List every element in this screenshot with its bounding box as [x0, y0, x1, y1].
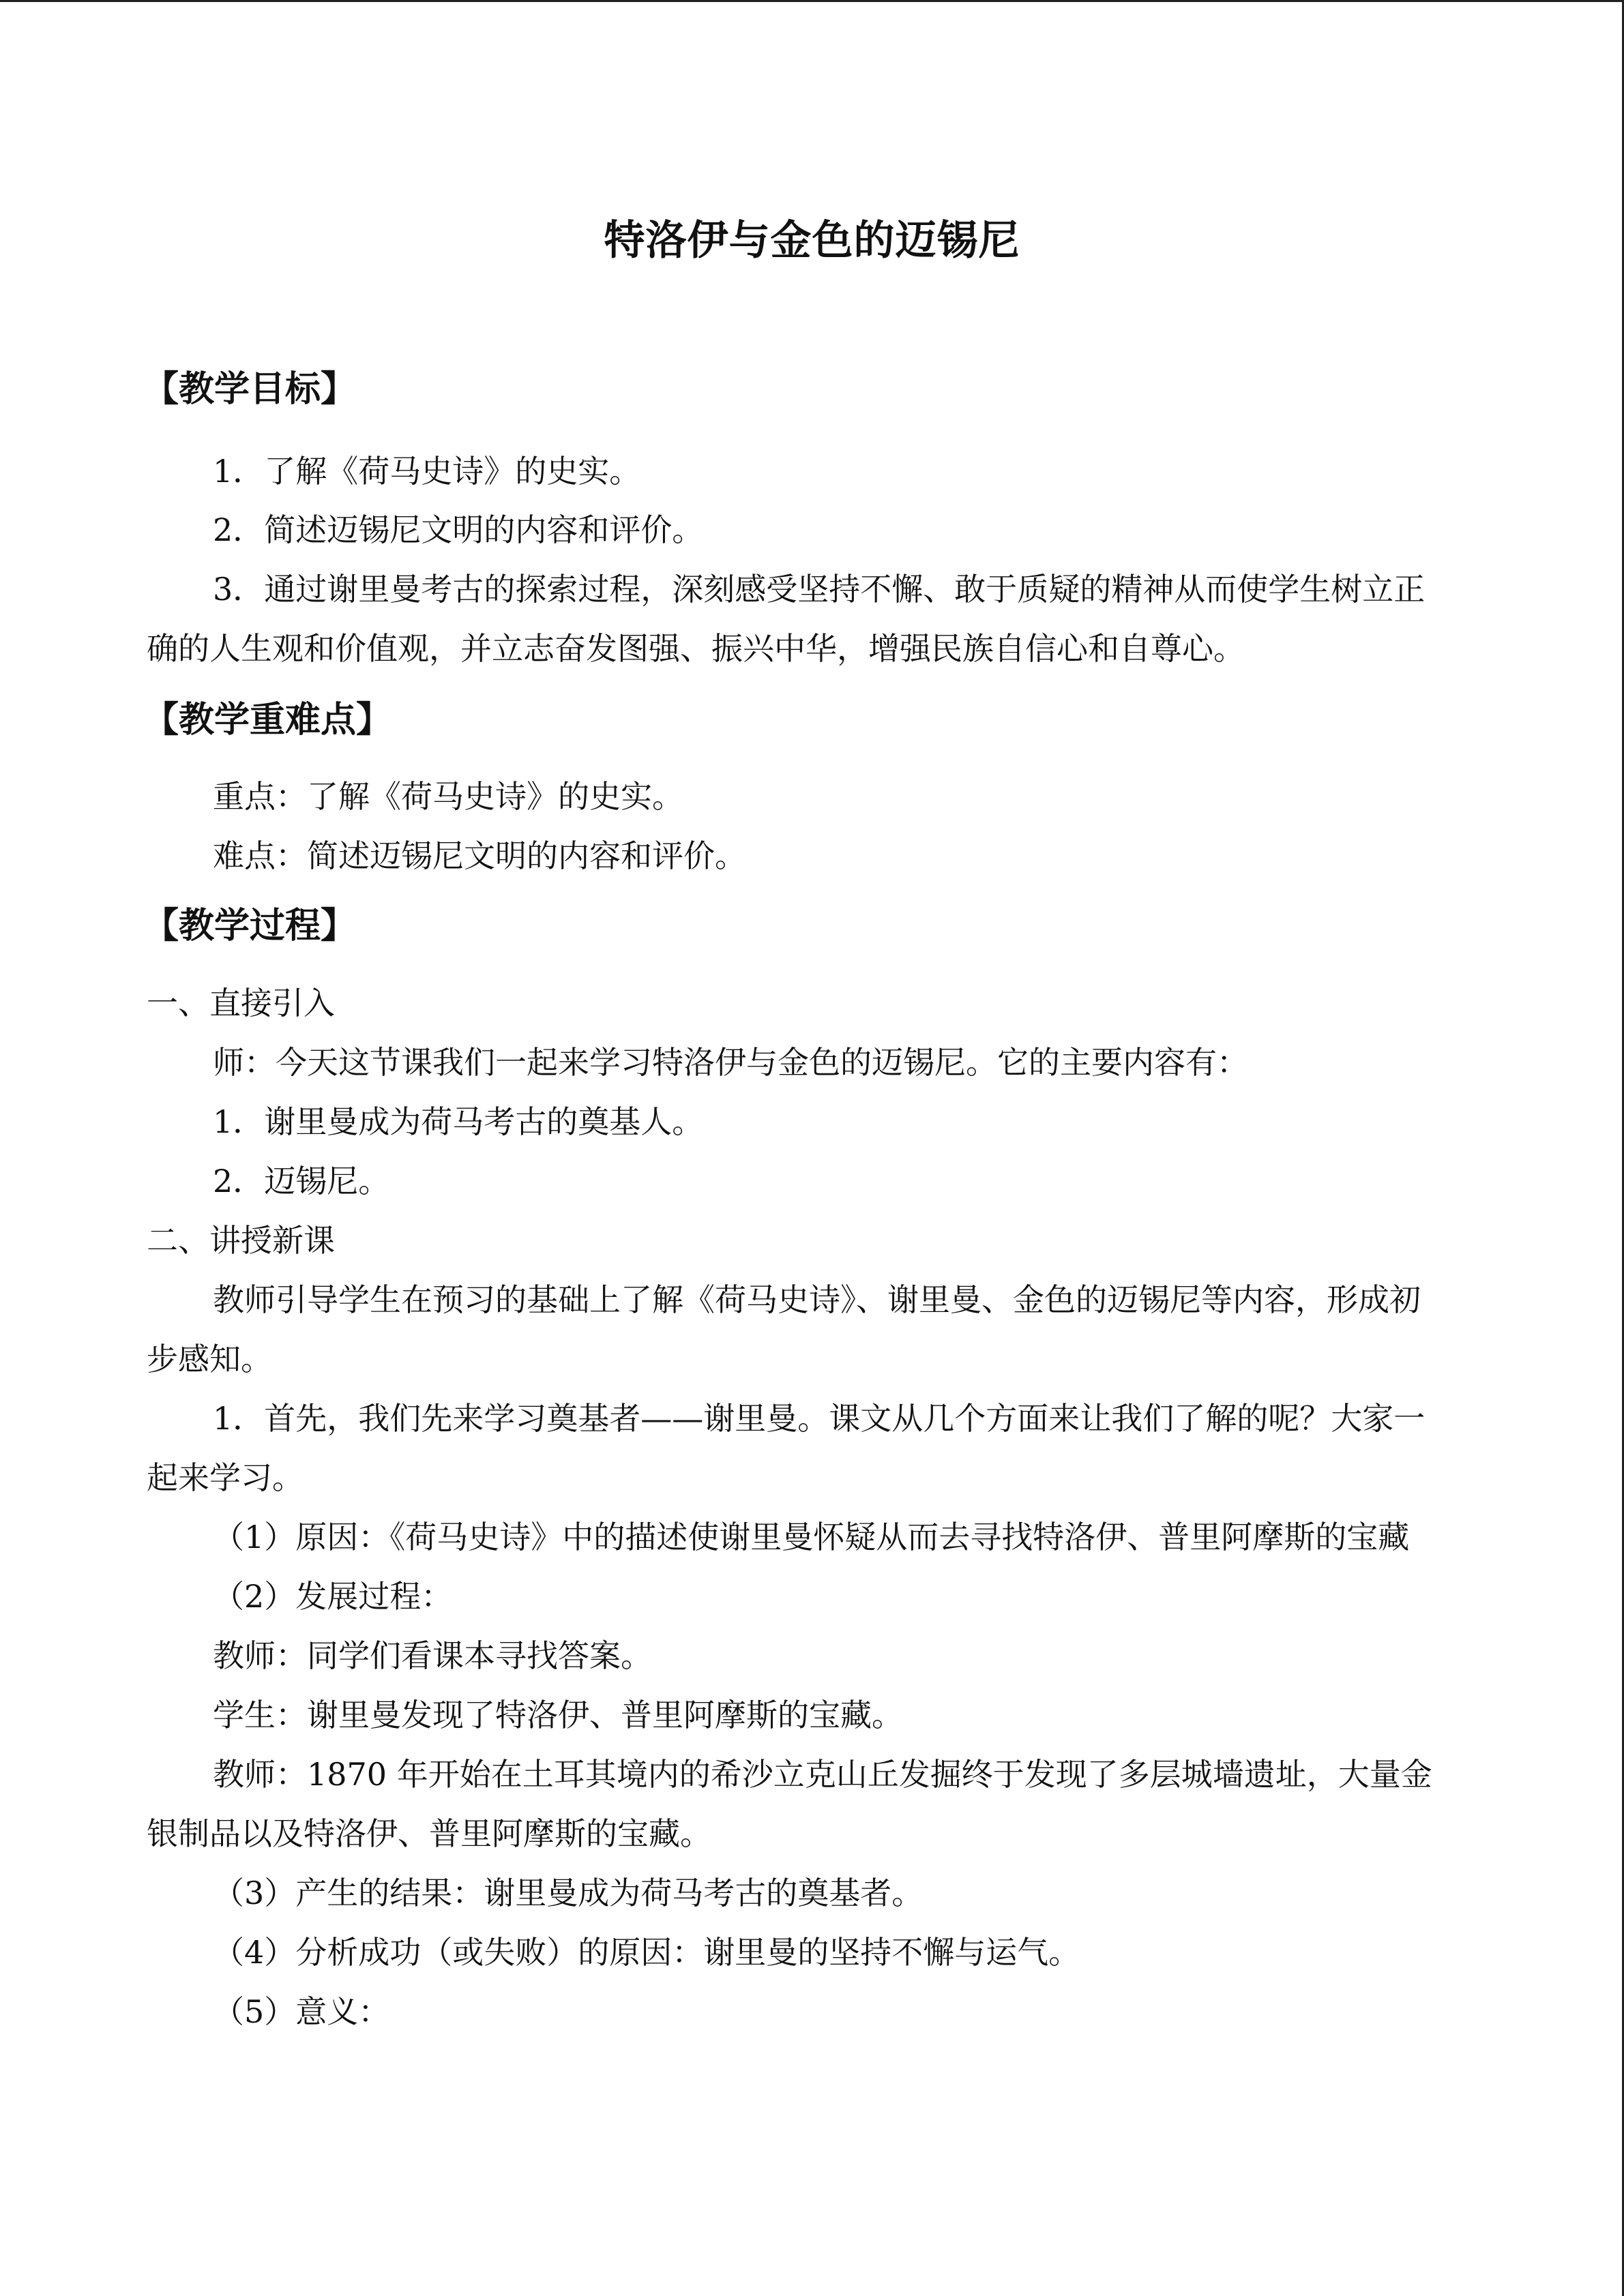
process-line-1: 一、直接引入	[147, 985, 335, 1022]
heading-teaching-goals: 【教学目标】	[143, 368, 357, 410]
heading-key-points: 【教学重难点】	[143, 699, 392, 741]
process-line-5: 二、讲授新课	[147, 1222, 335, 1259]
process-line-7: 步感知。	[147, 1341, 272, 1377]
goal-item-3-cont: 确的人生观和价值观，并立志奋发图强、振兴中华，增强民族自信心和自尊心。	[147, 630, 1245, 667]
goal-item-3: 3．通过谢里曼考古的探索过程，深刻感受坚持不懈、敢于质疑的精神从而使学生树立正	[213, 571, 1426, 608]
process-line-18: （5）意义：	[213, 1993, 390, 2030]
process-line-3: 1．谢里曼成为荷马考古的奠基人。	[213, 1103, 704, 1140]
process-line-9: 起来学习。	[147, 1459, 304, 1496]
goal-item-1: 1．了解《荷马史诗》的史实。	[213, 453, 641, 490]
process-line-10: （1）原因：《荷马史诗》中的描述使谢里曼怀疑从而去寻找特洛伊、普里阿摩斯的宝藏	[213, 1519, 1410, 1555]
process-line-15: 银制品以及特洛伊、普里阿摩斯的宝藏。	[147, 1815, 711, 1852]
goal-item-2: 2．简述迈锡尼文明的内容和评价。	[213, 511, 704, 548]
process-line-16: （3）产生的结果：谢里曼成为荷马考古的奠基者。	[213, 1875, 924, 1911]
key-point: 重点：了解《荷马史诗》的史实。	[213, 778, 683, 815]
process-line-13: 学生：谢里曼发现了特洛伊、普里阿摩斯的宝藏。	[213, 1697, 903, 1733]
page-border-top	[0, 0, 1624, 2]
process-line-8: 1．首先，我们先来学习奠基者——谢里曼。课文从几个方面来让我们了解的呢？大家一	[213, 1400, 1426, 1437]
heading-teaching-process: 【教学过程】	[143, 905, 357, 946]
process-line-12: 教师：同学们看课本寻找答案。	[213, 1637, 652, 1674]
process-line-6: 教师引导学生在预习的基础上了解《荷马史诗》、谢里曼、金色的迈锡尼等内容，形成初	[213, 1281, 1421, 1318]
process-line-14: 教师：1870 年开始在土耳其境内的希沙立克山丘发掘终于发现了多层城墙遗址，大量金	[213, 1756, 1432, 1793]
process-line-2: 师：今天这节课我们一起来学习特洛伊与金色的迈锡尼。它的主要内容有：	[213, 1044, 1248, 1081]
process-line-4: 2．迈锡尼。	[213, 1163, 390, 1199]
process-line-11: （2）发展过程：	[213, 1578, 453, 1615]
difficult-point: 难点：简述迈锡尼文明的内容和评价。	[213, 837, 746, 874]
process-line-17: （4）分析成功（或失败）的原因：谢里曼的坚持不懈与运气。	[213, 1934, 1080, 1971]
document-title: 特洛伊与金色的迈锡尼	[604, 217, 1020, 265]
